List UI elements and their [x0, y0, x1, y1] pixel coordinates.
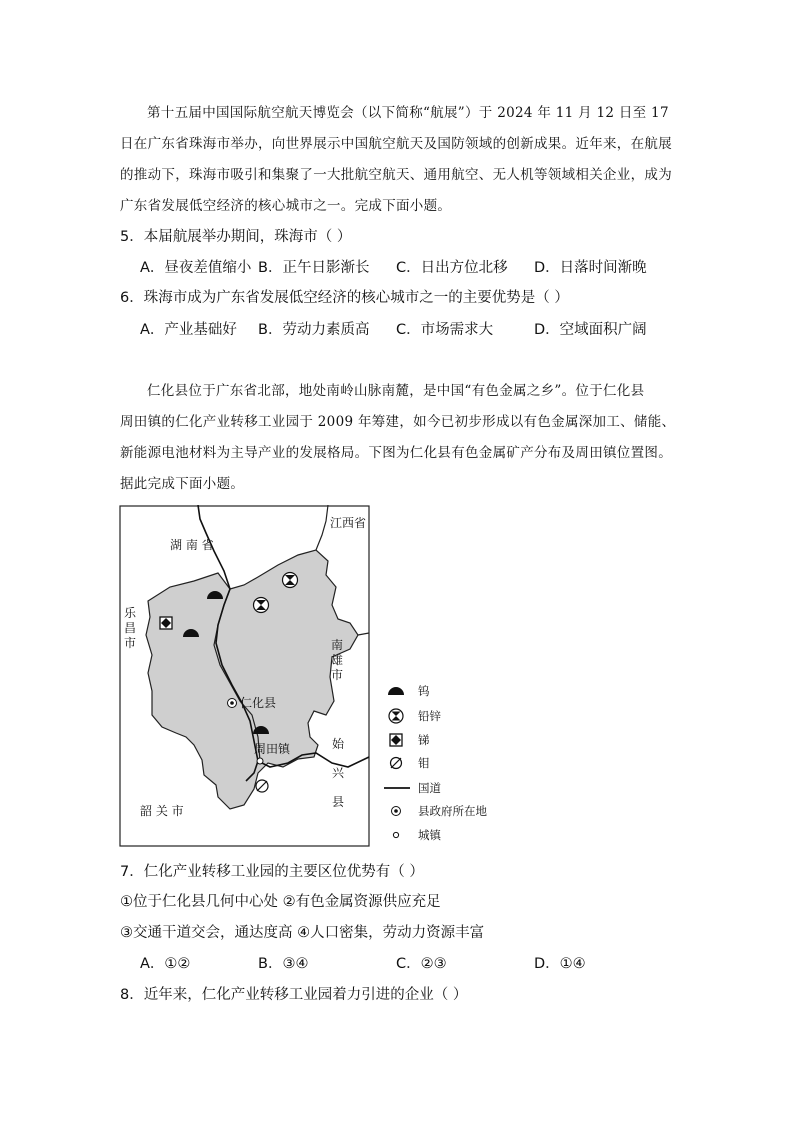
- legend-tungsten-label: 钨: [418, 684, 430, 698]
- question-7-option-d[interactable]: D．①④: [534, 956, 586, 972]
- antimony-icon: [160, 617, 172, 629]
- renhua-mineral-map: [118, 505, 498, 850]
- legend-antimony-icon: [390, 734, 402, 746]
- question-5-option-b[interactable]: B．正午日影渐长: [258, 260, 370, 276]
- question-7-statements-1: ①位于仁化县几何中心处 ②有色金属资源供应充足: [120, 894, 441, 910]
- legend-lead-zinc-icon: [389, 709, 403, 723]
- question-7-statements-2: ③交通干道交会，通达度高 ④人口密集，劳动力资源丰富: [120, 925, 485, 941]
- question-5-option-d[interactable]: D．日落时间渐晚: [534, 260, 647, 276]
- legend-town-label: 城镇: [418, 828, 441, 842]
- lead-zinc-icon: [283, 573, 298, 588]
- label-shixing: 始: [332, 737, 345, 751]
- question-6-option-d[interactable]: D．空域面积广阔: [534, 322, 647, 338]
- label-jiangxi: 江西省: [330, 516, 367, 530]
- question-8-stem: 8．近年来，仁化产业转移工业园着力引进的企业（ ）: [120, 987, 468, 1003]
- question-7-option-a[interactable]: A．①②: [140, 956, 191, 972]
- county-seat-marker: [228, 699, 237, 708]
- lead-zinc-icon: [254, 598, 269, 613]
- passage-line: 广东省发展低空经济的核心城市之一。完成下面小题。: [120, 198, 452, 214]
- legend-molybdenum-icon: [391, 758, 402, 769]
- label-renhua-county: 仁化县: [240, 696, 277, 710]
- question-6-option-a[interactable]: A．产业基础好: [140, 322, 237, 338]
- legend-town-icon: [393, 832, 398, 837]
- question-6-stem: 6．珠海市成为广东省发展低空经济的核心城市之一的主要优势是（ ）: [120, 290, 569, 306]
- passage-line: 的推动下，珠海市吸引和集聚了一大批航空航天、通用航空、无人机等领域相关企业，成为: [120, 167, 672, 183]
- question-6-option-c[interactable]: C．市场需求大: [396, 322, 494, 338]
- legend-county-seat-icon: [392, 807, 401, 816]
- label-lechang: 乐: [124, 606, 137, 620]
- question-5-option-a[interactable]: A．昼夜差值缩小: [140, 260, 252, 276]
- label-zhoutian-town: 周田镇: [254, 742, 291, 756]
- town-marker: [257, 758, 263, 764]
- label-nanxiong: 市: [331, 668, 344, 682]
- question-5-stem: 5．本届航展举办期间，珠海市（ ）: [120, 229, 352, 245]
- legend-antimony-label: 锑: [418, 733, 430, 747]
- question-7-option-b[interactable]: B．③④: [258, 956, 309, 972]
- question-6-option-b[interactable]: B．劳动力素质高: [258, 322, 370, 338]
- passage-line: 新能源电池材料为主导产业的发展格局。下图为仁化县有色金属矿产分布及周田镇位置图。: [120, 445, 672, 461]
- label-shixing: 县: [332, 795, 345, 809]
- legend-county-seat-label: 县政府所在地: [418, 804, 487, 818]
- question-7-option-c[interactable]: C．②③: [396, 956, 447, 972]
- passage-line: 日在广东省珠海市举办，向世界展示中国航空航天及国防领域的创新成果。近年来，在航展: [120, 136, 672, 152]
- legend-highway-label: 国道: [418, 781, 441, 795]
- passage-line: 第十五届中国国际航空航天博览会（以下简称“航展”）于 2024 年 11 月 12 日至 17: [147, 105, 669, 121]
- legend-tungsten-icon: [388, 687, 404, 695]
- label-shixing: 兴: [332, 766, 345, 780]
- passage-line: 周田镇的仁化产业转移工业园于 2009 年筹建，如今已初步形成以有色金属深加工、储能、: [120, 414, 676, 430]
- label-nanxiong: 南: [331, 638, 344, 652]
- passage-zhuhai-airshow: [120, 98, 676, 222]
- passage-renhua: [120, 376, 676, 500]
- question-5-option-c[interactable]: C．日出方位北移: [396, 260, 508, 276]
- passage-line: 据此完成下面小题。: [120, 476, 245, 492]
- legend-lead-zinc-label: 铅锌: [418, 709, 441, 723]
- question-7-stem: 7．仁化产业转移工业园的主要区位优势有（ ）: [120, 864, 424, 880]
- passage-line: 仁化县位于广东省北部，地处南岭山脉南麓，是中国“有色金属之乡”。位于仁化县: [147, 383, 645, 399]
- legend-molybdenum-label: 钼: [418, 756, 430, 770]
- label-nanxiong: 雄: [331, 653, 344, 667]
- label-shaoguan: 韶 关 市: [140, 804, 184, 818]
- label-lechang: 昌: [124, 621, 137, 635]
- label-hunan: 湖 南 省: [170, 538, 214, 552]
- label-lechang: 市: [124, 636, 137, 650]
